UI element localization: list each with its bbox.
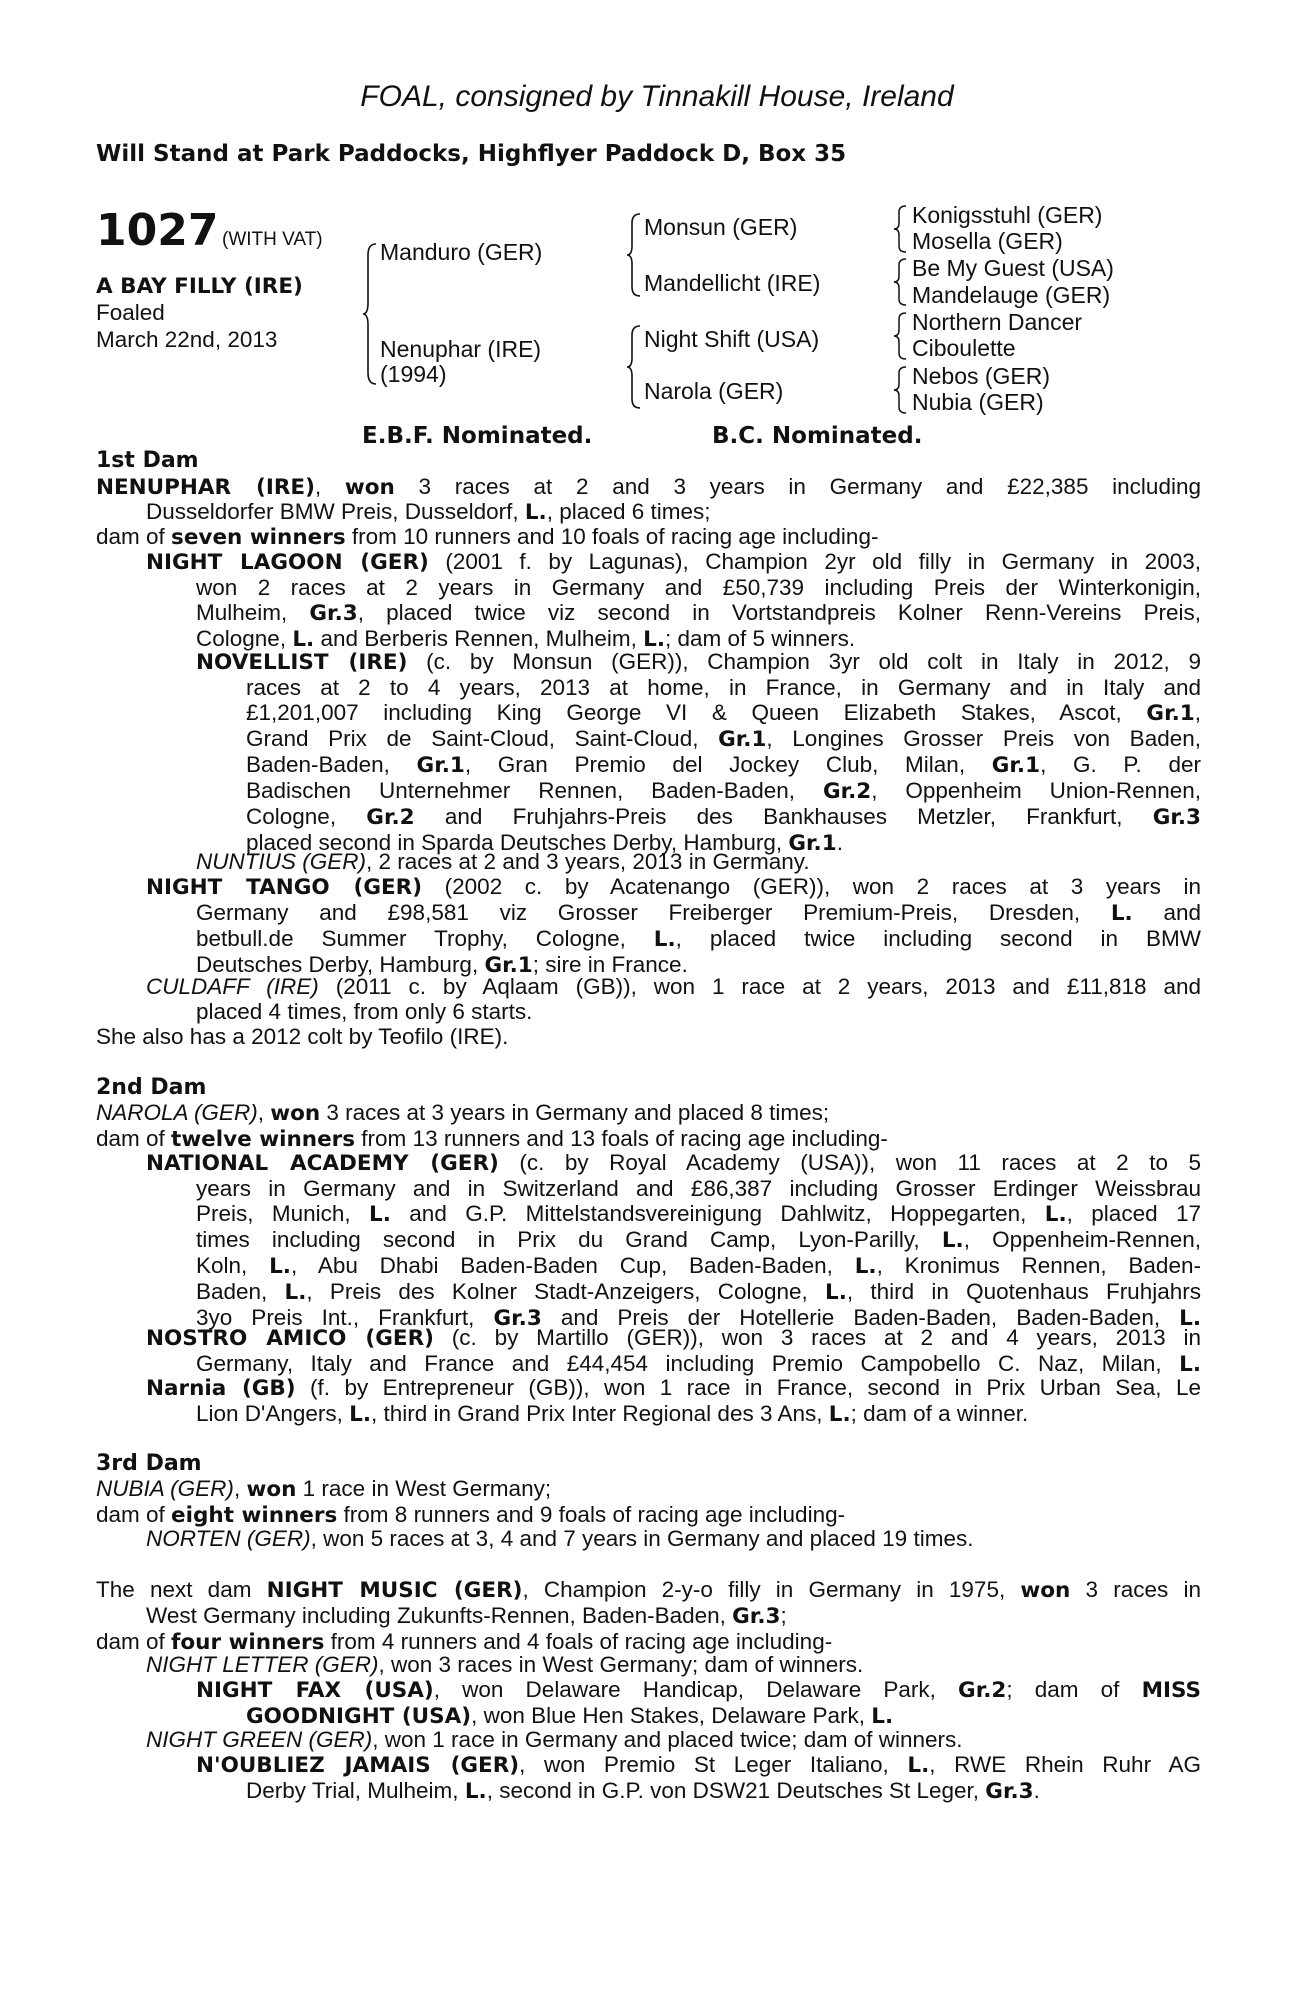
- list-item: NIGHT LAGOON (GER) (2001 f. by Lagunas), Champion 2yr old filly in Germany in 2003, won 2 races at 2 years in Germany and £50,739 including Preis der Winterkonigin, Mulheim, Gr.3, placed twice viz second in Vortstandpreis Kolner Renn-Vereins Preis, Cologne, L. and Berberis Rennen, Mulheim, L.; dam of 5 winners.: [146, 549, 1201, 652]
- first-dam-record: NENUPHAR (IRE), won 3 races at 2 and 3 years in Germany and £22,385 including: [96, 474, 1201, 500]
- dam-sire: Night Shift (USA): [644, 326, 820, 352]
- pedigree-brace: [894, 312, 908, 365]
- list-item: NIGHT FAX (USA), won Delaware Handicap, Delaware Park, Gr.2; dam of MISS GOODNIGHT (USA), won Blue Hen Stakes, Delaware Park, L.: [196, 1677, 1201, 1729]
- second-dam-heading: 2nd Dam: [96, 1075, 207, 1100]
- list-item: NIGHT TANGO (GER) (2002 c. by Acatenango (GER)), won 2 races at 3 years in Germany and £98,581 viz Grosser Freiberger Premium-Preis, Dresden, L. and betbull.de Summer Trophy, Cologne, L., placed twice including second in BMW Deutsches Derby, Hamburg, Gr.1; sire in France.: [146, 874, 1201, 978]
- list-item: NIGHT LETTER (GER), won 3 races in West Germany; dam of winners.: [146, 1652, 864, 1677]
- list-item: Narnia (GB) (f. by Entrepreneur (GB)), won 1 race in France, second in Prix Urban Sea, Le Lion D'Angers, L., third in Grand Prix Inter Regional des 3 Ans, L.; dam of a winner.: [146, 1375, 1201, 1427]
- list-item: NIGHT GREEN (GER), won 1 race in Germany and placed twice; dam of winners.: [146, 1727, 963, 1752]
- pedigree-brace: [364, 243, 378, 390]
- bc-nominated: B.C. Nominated.: [712, 423, 923, 449]
- pedigree-brace: [628, 325, 642, 414]
- list-item: NUNTIUS (GER), 2 races at 2 and 3 years, 2013 in Germany.: [196, 849, 810, 874]
- first-dam-record-cont: Dusseldorfer BMW Preis, Dusseldorf, L., placed 6 times;: [146, 499, 711, 525]
- next-dam-record: The next dam NIGHT MUSIC (GER), Champion 2-y-o filly in Germany in 1975, won 3 races in West Germany including Zukunfts-Rennen, Baden-Baden, Gr.3; dam of four winners from 4 runners and 4 foals of racing age including-: [96, 1577, 1201, 1655]
- list-item: N'OUBLIEZ JAMAIS (GER), won Premio St Leger Italiano, L., RWE Rhein Ruhr AG Derby Trial, Mulheim, L., second in G.P. von DSW21 Deutsches St Leger, Gr.3.: [196, 1752, 1201, 1804]
- granddam-line-2: Mosella (GER): [912, 228, 1063, 254]
- pedigree-brace: [628, 213, 642, 302]
- granddam-line-1: Konigsstuhl (GER): [912, 202, 1103, 228]
- list-item: NATIONAL ACADEMY (GER) (c. by Royal Academy (USA)), won 11 races at 2 to 5 years in Germany and in Switzerland and £86,387 including Grosser Erdinger Weissbrau Preis, Munich, L. and G.P. Mittelstandsvereinigung Dahlwitz, Hoppegarten, L., placed 17 times including second in Prix du Grand Camp, Lyon-Parilly, L., Oppenheim-Rennen, Koln, L., Abu Dhabi Baden-Baden Cup, Baden-Baden, L., Kronimus Rennen, Baden- Baden, L., Preis des Kolner Stadt-Anzeigers, Cologne, L., third in Quotenhaus Fruhjahrs 3yo Preis Int., Frankfurt, Gr.3 and Preis der Hotellerie Baden-Baden, Baden-Baden, L.: [146, 1150, 1202, 1331]
- foaled-date: March 22nd, 2013: [96, 327, 278, 352]
- sire: Manduro (GER): [380, 239, 543, 265]
- second-dam-record: NAROLA (GER), won 3 races at 3 years in Germany and placed 8 times; dam of twelve winners from 13 runners and 13 foals of racing age including-: [96, 1100, 888, 1152]
- also-note: She also has a 2012 colt by Teofilo (IRE).: [96, 1024, 509, 1049]
- granddam-line-7: Nebos (GER): [912, 363, 1051, 389]
- list-item: NOVELLIST (IRE) (c. by Monsun (GER)), Champion 3yr old colt in Italy in 2012, 9 races at 2 to 4 years, 2013 at home, in France, in Germany and in Italy and £1,201,007 including King George VI & Queen Elizabeth Stakes, Ascot, Gr.1, Grand Prix de Saint-Cloud, Saint-Cloud, Gr.1, Longines Grosser Preis von Baden, Baden-Baden, Gr.1, Gran Premio del Jockey Club, Milan, Gr.1, G. P. der Badischen Unternehmer Rennen, Baden-Baden, Gr.2, Oppenheim Union-Rennen, Cologne, Gr.2 and Fruhjahrs-Preis des Bankhauses Metzler, Frankfurt, Gr.3 placed second in Sparda Deutsches Derby, Hamburg, Gr.1.: [196, 649, 1201, 856]
- dam-year: (1994): [380, 361, 447, 387]
- granddam-line-3: Be My Guest (USA): [912, 255, 1114, 281]
- horse-name: A BAY FILLY (IRE): [96, 274, 303, 299]
- granddam-line-6: Ciboulette: [912, 335, 1016, 361]
- lot-number: 1027: [96, 205, 219, 256]
- dam: Nenuphar (IRE): [380, 336, 542, 362]
- list-item: CULDAFF (IRE) (2011 c. by Aqlaam (GB)), won 1 race at 2 years, 2013 and £11,818 and placed 4 times, from only 6 starts.: [146, 974, 1202, 1024]
- sire-sire: Monsun (GER): [644, 214, 798, 240]
- third-dam-heading: 3rd Dam: [96, 1451, 202, 1476]
- third-dam-record: NUBIA (GER), won 1 race in West Germany; dam of eight winners from 8 runners and 9 foals of racing age including-: [96, 1476, 846, 1528]
- foaled-label: Foaled: [96, 300, 165, 325]
- pedigree-brace: [894, 205, 908, 258]
- list-item: NOSTRO AMICO (GER) (c. by Martillo (GER)), won 3 races at 2 and 4 years, 2013 in Germany, Italy and France and £44,454 including Premio Campobello C. Naz, Milan, L.: [146, 1325, 1201, 1377]
- pedigree-brace: [894, 366, 908, 419]
- ebf-nominated: E.B.F. Nominated.: [362, 423, 593, 449]
- granddam-line-5: Northern Dancer: [912, 309, 1083, 335]
- first-dam-heading: 1st Dam: [96, 448, 199, 473]
- granddam-line-4: Mandelauge (GER): [912, 282, 1111, 308]
- first-dam-produce-line: dam of seven winners from 10 runners and 10 foals of racing age including-: [96, 524, 879, 550]
- standing-location: Will Stand at Park Paddocks, Highflyer Paddock D, Box 35: [96, 141, 847, 167]
- vat-note: (WITH VAT): [222, 229, 323, 250]
- granddam-line-8: Nubia (GER): [912, 389, 1044, 415]
- consignor-line: FOAL, consigned by Tinnakill House, Ireland: [360, 80, 954, 113]
- list-item: NORTEN (GER), won 5 races at 3, 4 and 7 years in Germany and placed 19 times.: [146, 1526, 974, 1551]
- pedigree-brace: [894, 258, 908, 311]
- dam-dam: Narola (GER): [644, 378, 784, 404]
- sire-dam: Mandellicht (IRE): [644, 270, 821, 296]
